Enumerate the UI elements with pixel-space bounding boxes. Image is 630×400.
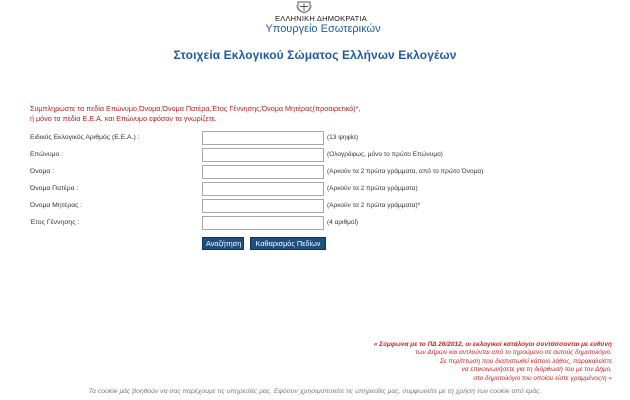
legal-line-1: « Σύμφωνα με το ΠΔ 26/2012, οι εκλογικοί κατάλογοι συντάσσονται με ευθύνη xyxy=(373,341,612,348)
page-title: Στοιχεία Εκλογικού Σώματος Ελλήνων Εκλογέων xyxy=(173,48,457,62)
birth-year-input[interactable] xyxy=(202,216,324,230)
government-name: ΕΛΛΗΝΙΚΗ ΔΗΜΟΚΡΑΤΙΑ xyxy=(275,14,367,23)
eea-hint: (13 ψηφία) xyxy=(327,134,359,141)
legal-line-2: των Δήμων και αντλούνται από το τηρούμενο σε αυτούς δημοτολόγιο. xyxy=(415,349,612,357)
instructions-line-2: ή μόνο τα πεδία Ε.Ε.Α. και Επώνυμο εφόσον τα γνωρίζετε. xyxy=(30,114,217,123)
row-eea xyxy=(30,131,590,145)
row-birth-year xyxy=(30,216,590,230)
row-name xyxy=(30,165,590,179)
mother-name-input[interactable] xyxy=(202,199,324,213)
mother-name-hint: (Αρκούν τα 2 πρώτα γράμματα)* xyxy=(327,202,421,209)
site-header xyxy=(0,0,630,42)
legal-notice xyxy=(300,341,612,383)
row-surname xyxy=(30,148,590,162)
cookie-notice: Τα cookie μάς βοηθούν να σας παρέχουμε τις υπηρεσίες μας. Εφόσον χρησιμοποιείτε τις υπηρεσίες μας, συμφωνείτε με τη χρήση των cookie από εμάς. xyxy=(88,388,542,395)
name-label: Όνομα : xyxy=(30,168,55,175)
birth-year-hint: (4 αριθμοί) xyxy=(327,219,359,226)
name-input[interactable] xyxy=(202,165,324,179)
eea-input[interactable] xyxy=(202,131,324,145)
eea-label: Ειδικός Εκλογικός Αριθμός (Ε.Ε.Α.) : xyxy=(30,134,140,141)
mother-name-label: Όνομα Μητέρας : xyxy=(30,202,83,209)
father-name-input[interactable] xyxy=(202,182,324,196)
birth-year-label: Έτος Γέννησης : xyxy=(30,219,80,226)
search-button[interactable]: Αναζήτηση xyxy=(202,237,244,250)
name-hint: (Αρκούν τα 2 πρώτα γράμματα, από το πρώτο Όνομα) xyxy=(327,168,484,175)
surname-label: Επώνυμο : xyxy=(30,151,64,158)
father-name-label: Όνομα Πατέρα : xyxy=(30,185,79,192)
row-father-name xyxy=(30,182,590,196)
instructions xyxy=(30,104,590,124)
father-name-hint: (Αρκούν τα 2 πρώτα γράμματα) xyxy=(327,185,418,192)
surname-hint: (Ολογράφως, μόνο το πρώτο Επώνυμο) xyxy=(327,151,443,158)
ministry-name: Υπουργείο Εσωτερικών xyxy=(265,23,381,35)
legal-line-4: να επικοινωνήσετε για τη διόρθωσή του με τον Δήμο, xyxy=(461,366,612,374)
instructions-line-1: Συμπληρώστε τα πεδία Επώνυμο,Όνομα,Όνομα Πατέρα,Έτος Γέννησης,Όνομα Μητέρας(προαιρετικό)*, xyxy=(30,104,361,113)
greek-crest-icon xyxy=(296,1,312,13)
surname-input[interactable] xyxy=(202,148,324,162)
clear-fields-button[interactable]: Καθαρισμός Πεδίων xyxy=(250,237,326,250)
row-mother-name xyxy=(30,199,590,213)
legal-line-5: στο δημοτολόγιο του οποίου είστε γραμμένος/η » xyxy=(473,374,612,382)
legal-line-3: Σε περίπτωση που διαπιστωθεί κάποιο λάθος, παρακαλείστε xyxy=(439,357,612,365)
